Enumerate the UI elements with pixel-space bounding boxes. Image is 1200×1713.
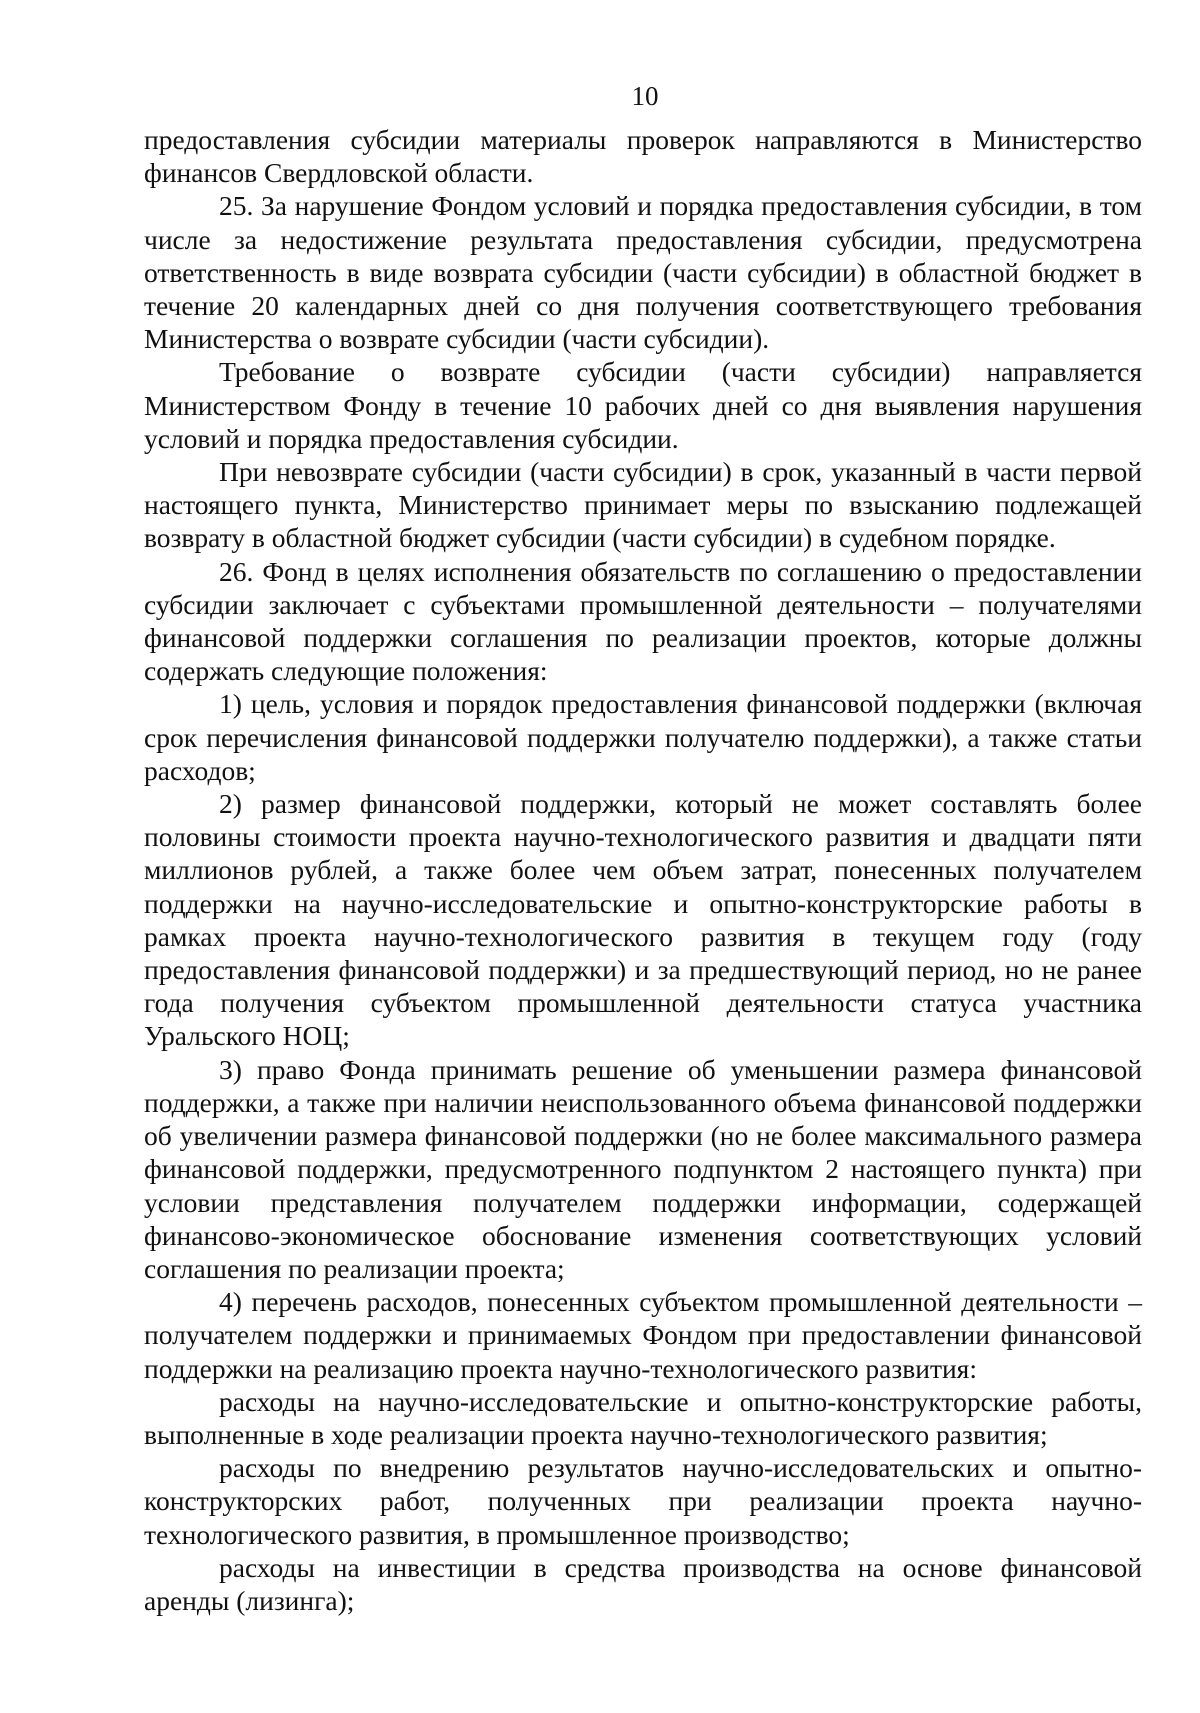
paragraph-non-return: При невозврате субсидии (части субсидии) в срок, указанный в части первой настоящего пункта, Министерство принимает меры по взысканию подлежащей возврату в областной бюджет субсидии (части субсидии) в судебном порядке. bbox=[144, 456, 1142, 554]
paragraph-item-25: 25. За нарушение Фондом условий и порядка предоставления субсидии, в том числе за недостижение результата предоставления субсидии, предусмотрена ответственность в виде возврата субсидии (части субсидии) в областной бюджет в течение 20 календарных дней со дня получения соответствующего требования Министерства о возврате субсидии (части субсидии). bbox=[144, 190, 1142, 355]
subitem-4: 4) перечень расходов, понесенных субъектом промышленной деятельности – получателем поддержки и принимаемых Фондом при предоставлении финансовой поддержки на реализацию проекта научно-технологического развития: bbox=[144, 1286, 1142, 1384]
document-body bbox=[144, 123, 1142, 1617]
expense-item-rd: расходы на научно-исследовательские и опытно-конструкторские работы, выполненные в ходе реализации проекта научно-технологического развития; bbox=[144, 1385, 1142, 1450]
expense-item-implementation: расходы по внедрению результатов научно-исследовательских и опытно-конструкторских работ, полученных при реализации проекта научно-технологического развития, в промышленное производство; bbox=[144, 1452, 1142, 1550]
paragraph-refund-demand: Требование о возврате субсидии (части субсидии) направляется Министерством Фонду в течение 10 рабочих дней со дня выявления нарушения условий и порядка предоставления субсидии. bbox=[144, 356, 1142, 454]
paragraph-continuation: предоставления субсидии материалы проверок направляются в Министерство финансов Свердловской области. bbox=[144, 124, 1142, 189]
subitem-3: 3) право Фонда принимать решение об уменьшении размера финансовой поддержки, а также при наличии неиспользованного объема финансовой поддержки об увеличении размера финансовой поддержки (но не более максимального размера финансовой поддержки, предусмотренного подпунктом 2 настоящего пункта) при условии представления получателем поддержки информации, содержащей финансово-экономическое обоснование изменения соответствующих условий соглашения по реализации проекта; bbox=[144, 1053, 1142, 1284]
page-number: 10 bbox=[631, 81, 659, 111]
expense-item-leasing: расходы на инвестиции в средства производства на основе финансовой аренды (лизинга); bbox=[144, 1551, 1142, 1616]
paragraph-item-26: 26. Фонд в целях исполнения обязательств по соглашению о предоставлении субсидии заключает с субъектами промышленной деятельности – получателями финансовой поддержки соглашения по реализации проектов, которые должны содержать следующие положения: bbox=[144, 555, 1142, 687]
subitem-2: 2) размер финансовой поддержки, который не может составлять более половины стоимости проекта научно-технологического развития и двадцати пяти миллионов рублей, а также более чем объем затрат, понесенных получателем поддержки на научно-исследовательские и опытно-конструкторские работы в рамках проекта научно-технологического развития в текущем году (году предоставления финансовой поддержки) и за предшествующий период, но не ранее года получения субъектом промышленной деятельности статуса участника Уральского НОЦ; bbox=[144, 788, 1142, 1052]
subitem-1: 1) цель, условия и порядок предоставления финансовой поддержки (включая срок перечисления финансовой поддержки получателю поддержки), а также статьи расходов; bbox=[144, 688, 1142, 786]
